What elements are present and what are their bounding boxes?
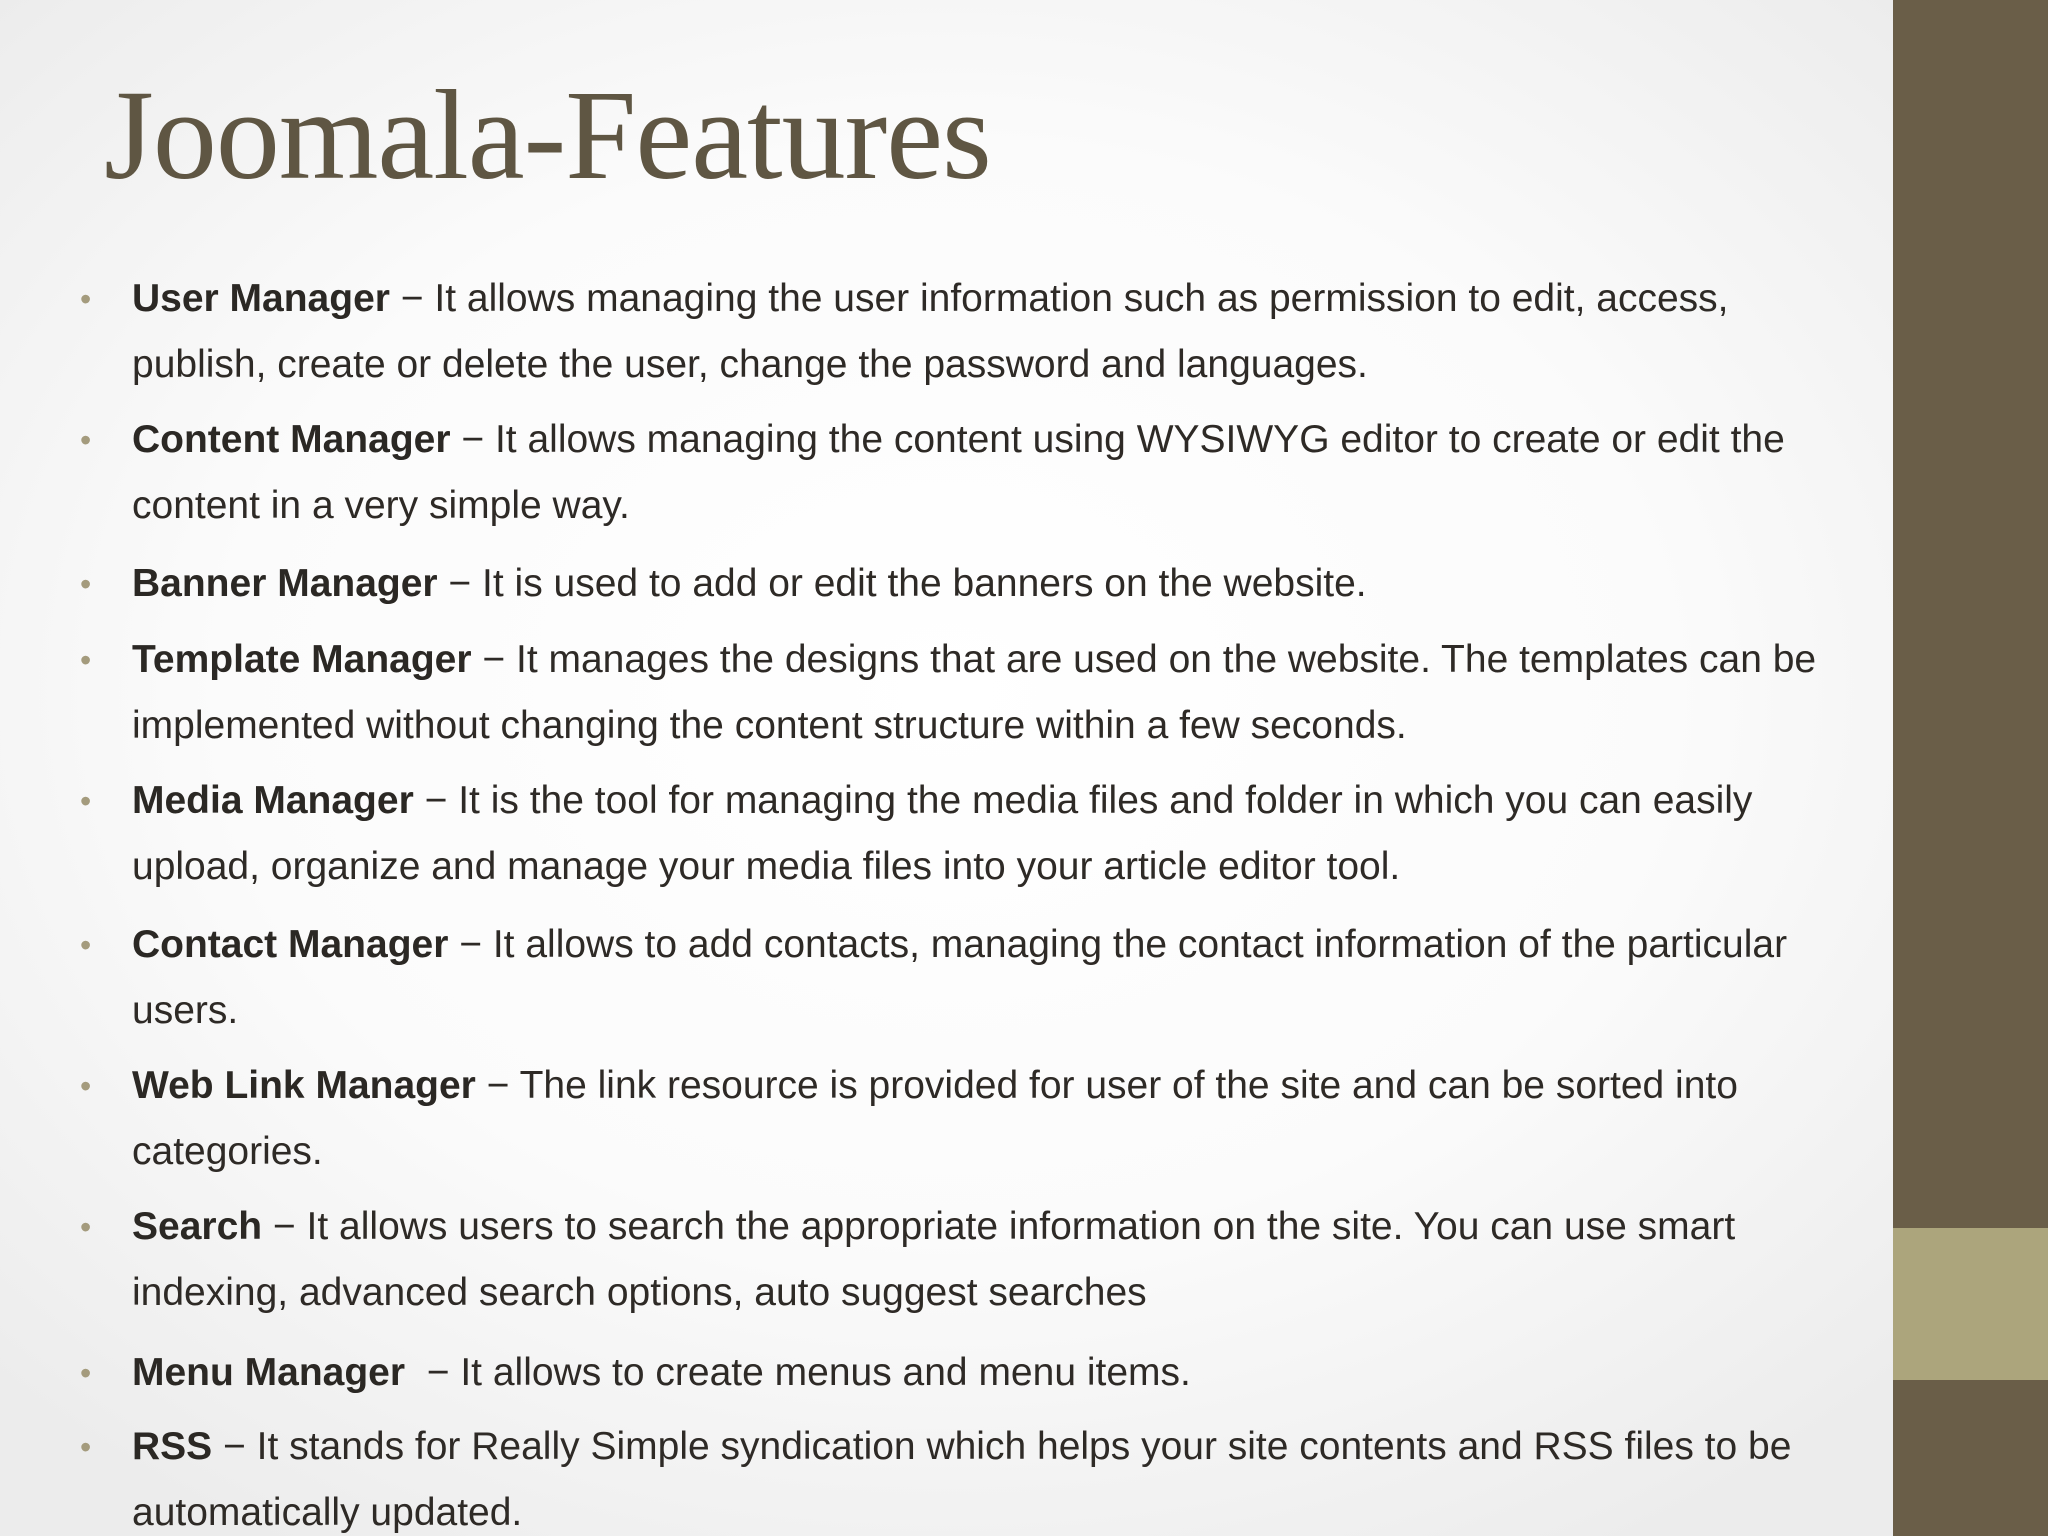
feature-term: Menu Manager <box>132 1351 406 1394</box>
slide-title: Joomala-Features <box>104 64 991 206</box>
feature-separator: − <box>450 418 495 461</box>
feature-term: Banner Manager <box>132 562 438 605</box>
feature-term: Media Manager <box>132 779 414 822</box>
feature-item-contact-manager <box>80 912 1832 1044</box>
feature-term: Template Manager <box>132 638 472 681</box>
decorative-side-accent <box>1893 1228 2048 1380</box>
feature-separator: − <box>448 923 493 966</box>
bullet-marker: • <box>80 566 92 602</box>
feature-term: Content Manager <box>132 418 451 461</box>
feature-separator: − <box>471 638 516 681</box>
bullet-marker: • <box>80 1209 92 1245</box>
feature-description: The link resource is provided for user of the site and can be sorted into categories. <box>132 1064 1738 1173</box>
bullet-marker: • <box>80 1355 92 1391</box>
feature-term: Web Link Manager <box>132 1064 476 1107</box>
feature-item-banner-manager <box>80 551 1832 617</box>
feature-item-media-manager <box>80 768 1832 900</box>
feature-item-web-link-manager <box>80 1053 1832 1185</box>
feature-separator: − <box>405 1351 461 1394</box>
feature-description: It allows managing the user information such as permission to edit, access, publish, create or delete the user, change the password and languages. <box>132 277 1729 386</box>
feature-description: It allows managing the content using WYSIWYG editor to create or edit the content in a very simple way. <box>132 418 1785 527</box>
feature-item-template-manager <box>80 627 1832 759</box>
feature-separator: − <box>212 1425 257 1468</box>
feature-item-menu-manager <box>80 1340 1832 1406</box>
bullet-marker: • <box>80 1068 92 1104</box>
feature-separator: − <box>413 779 459 822</box>
feature-item-rss <box>80 1414 1832 1536</box>
feature-term: Contact Manager <box>132 923 449 966</box>
feature-description: It is the tool for managing the media files and folder in which you can easily upload, organize and manage your media files into your article editor tool. <box>132 779 1753 888</box>
bullet-marker: • <box>80 783 92 819</box>
feature-term: Search <box>132 1205 263 1248</box>
feature-description: It stands for Really Simple syndication which helps your site contents and RSS files to be automatically updated. <box>132 1425 1792 1534</box>
bullet-marker: • <box>80 1429 92 1465</box>
feature-separator: − <box>389 277 435 320</box>
feature-term: RSS <box>132 1425 213 1468</box>
feature-term: User Manager <box>132 277 390 320</box>
bullet-marker: • <box>80 927 92 963</box>
feature-item-search <box>80 1194 1832 1326</box>
feature-item-user-manager <box>80 266 1832 398</box>
feature-separator: − <box>475 1064 520 1107</box>
feature-description: It allows users to search the appropriate information on the site. You can use smart indexing, advanced search options, auto suggest searches <box>132 1205 1736 1314</box>
bullet-marker: • <box>80 642 92 678</box>
feature-description: It allows to create menus and menu items. <box>460 1351 1191 1394</box>
feature-description: It manages the designs that are used on the website. The templates can be implemented without changing the content structure within a few seconds. <box>132 638 1817 747</box>
bullet-marker: • <box>80 281 92 317</box>
bullet-marker: • <box>80 422 92 458</box>
feature-separator: − <box>437 562 483 605</box>
feature-description: It is used to add or edit the banners on the website. <box>482 562 1367 605</box>
feature-item-content-manager <box>80 407 1832 539</box>
feature-description: It allows to add contacts, managing the contact information of the particular users. <box>132 923 1788 1032</box>
feature-separator: − <box>262 1205 307 1248</box>
